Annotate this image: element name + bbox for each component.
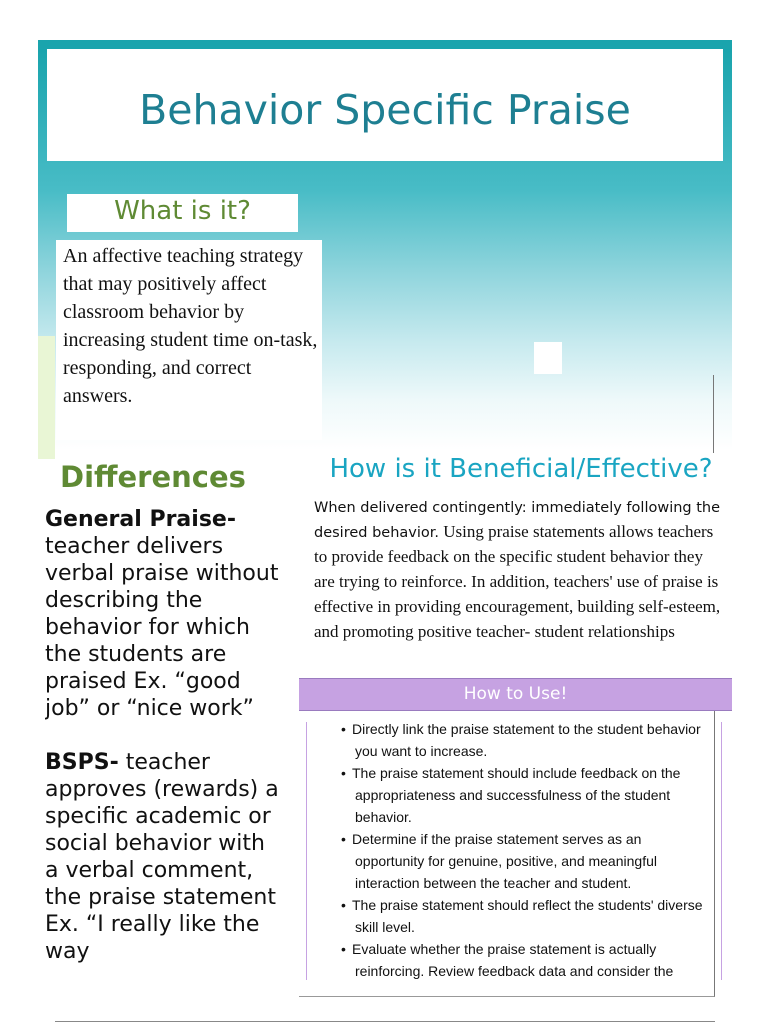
effectiveness-lead: When delivered contingently: immediately following the desired behavior. [314, 500, 721, 541]
how-to-use-list [330, 718, 710, 980]
bsps-label: BSPS- [45, 750, 119, 775]
how-heading: How is it Beneficial/Effective? [329, 454, 713, 484]
what-heading: What is it? [114, 196, 251, 226]
general-praise-text: teacher delivers verbal praise without describing the behavior for which the students are praised Ex. “good job” or “nice work” [45, 534, 279, 721]
page-title: Behavior Specific Praise [139, 86, 631, 134]
purple-border-right [721, 722, 722, 980]
list-item [330, 718, 710, 762]
bsps-paragraph [45, 749, 285, 965]
bottom-divider [55, 1021, 715, 1022]
effectiveness-text [314, 497, 724, 659]
bullet-icon: • [341, 721, 346, 737]
bsps-text: teacher approves (rewards) a specific academic or social behavior with a verbal comment, the praise statement Ex. “I really like the way [45, 750, 279, 964]
bullet-icon: • [341, 831, 346, 847]
divider-line [713, 375, 714, 453]
list-item-text: Evaluate whether the praise statement is actually reinforcing. Review feedback data and consider the [352, 941, 674, 979]
decorative-block [534, 342, 562, 374]
bullet-icon: • [341, 765, 346, 781]
decorative-bar [38, 336, 55, 459]
list-item [330, 938, 710, 980]
list-item-text: Determine if the praise statement serves as an opportunity for genuine, positive, and meaningful interaction between the teacher and student. [352, 831, 657, 891]
differences-text [45, 506, 285, 978]
general-praise-label: General Praise- [45, 507, 236, 532]
differences-heading: Differences [60, 460, 246, 494]
bullet-icon: • [341, 897, 346, 913]
list-item-text: The praise statement should reflect the students' diverse skill level. [352, 897, 703, 935]
bullet-icon: • [341, 941, 346, 957]
list-item [330, 828, 710, 894]
list-item [330, 894, 710, 938]
purple-border-left [306, 722, 307, 980]
definition-text: An affective teaching strategy that may positively affect classroom behavior by increasing student time on-task, responding, and correct answers. [63, 245, 318, 407]
general-praise-paragraph [45, 506, 285, 722]
list-item [330, 762, 710, 828]
how-to-use-heading: How to Use! [299, 678, 732, 711]
list-item-text: The praise statement should include feedback on the appropriateness and successfulness of the student behavior. [352, 765, 681, 825]
effectiveness-body: Using praise statements allows teachers to provide feedback on the specific student behavior they are trying to reinforce. In addition, teachers' use of praise is effective in providing encouragement, building self-esteem, and promoting positive teacher- student relationships [314, 522, 721, 641]
list-item-text: Directly link the praise statement to the student behavior you want to increase. [352, 721, 701, 759]
paragraph-gap [45, 722, 285, 749]
